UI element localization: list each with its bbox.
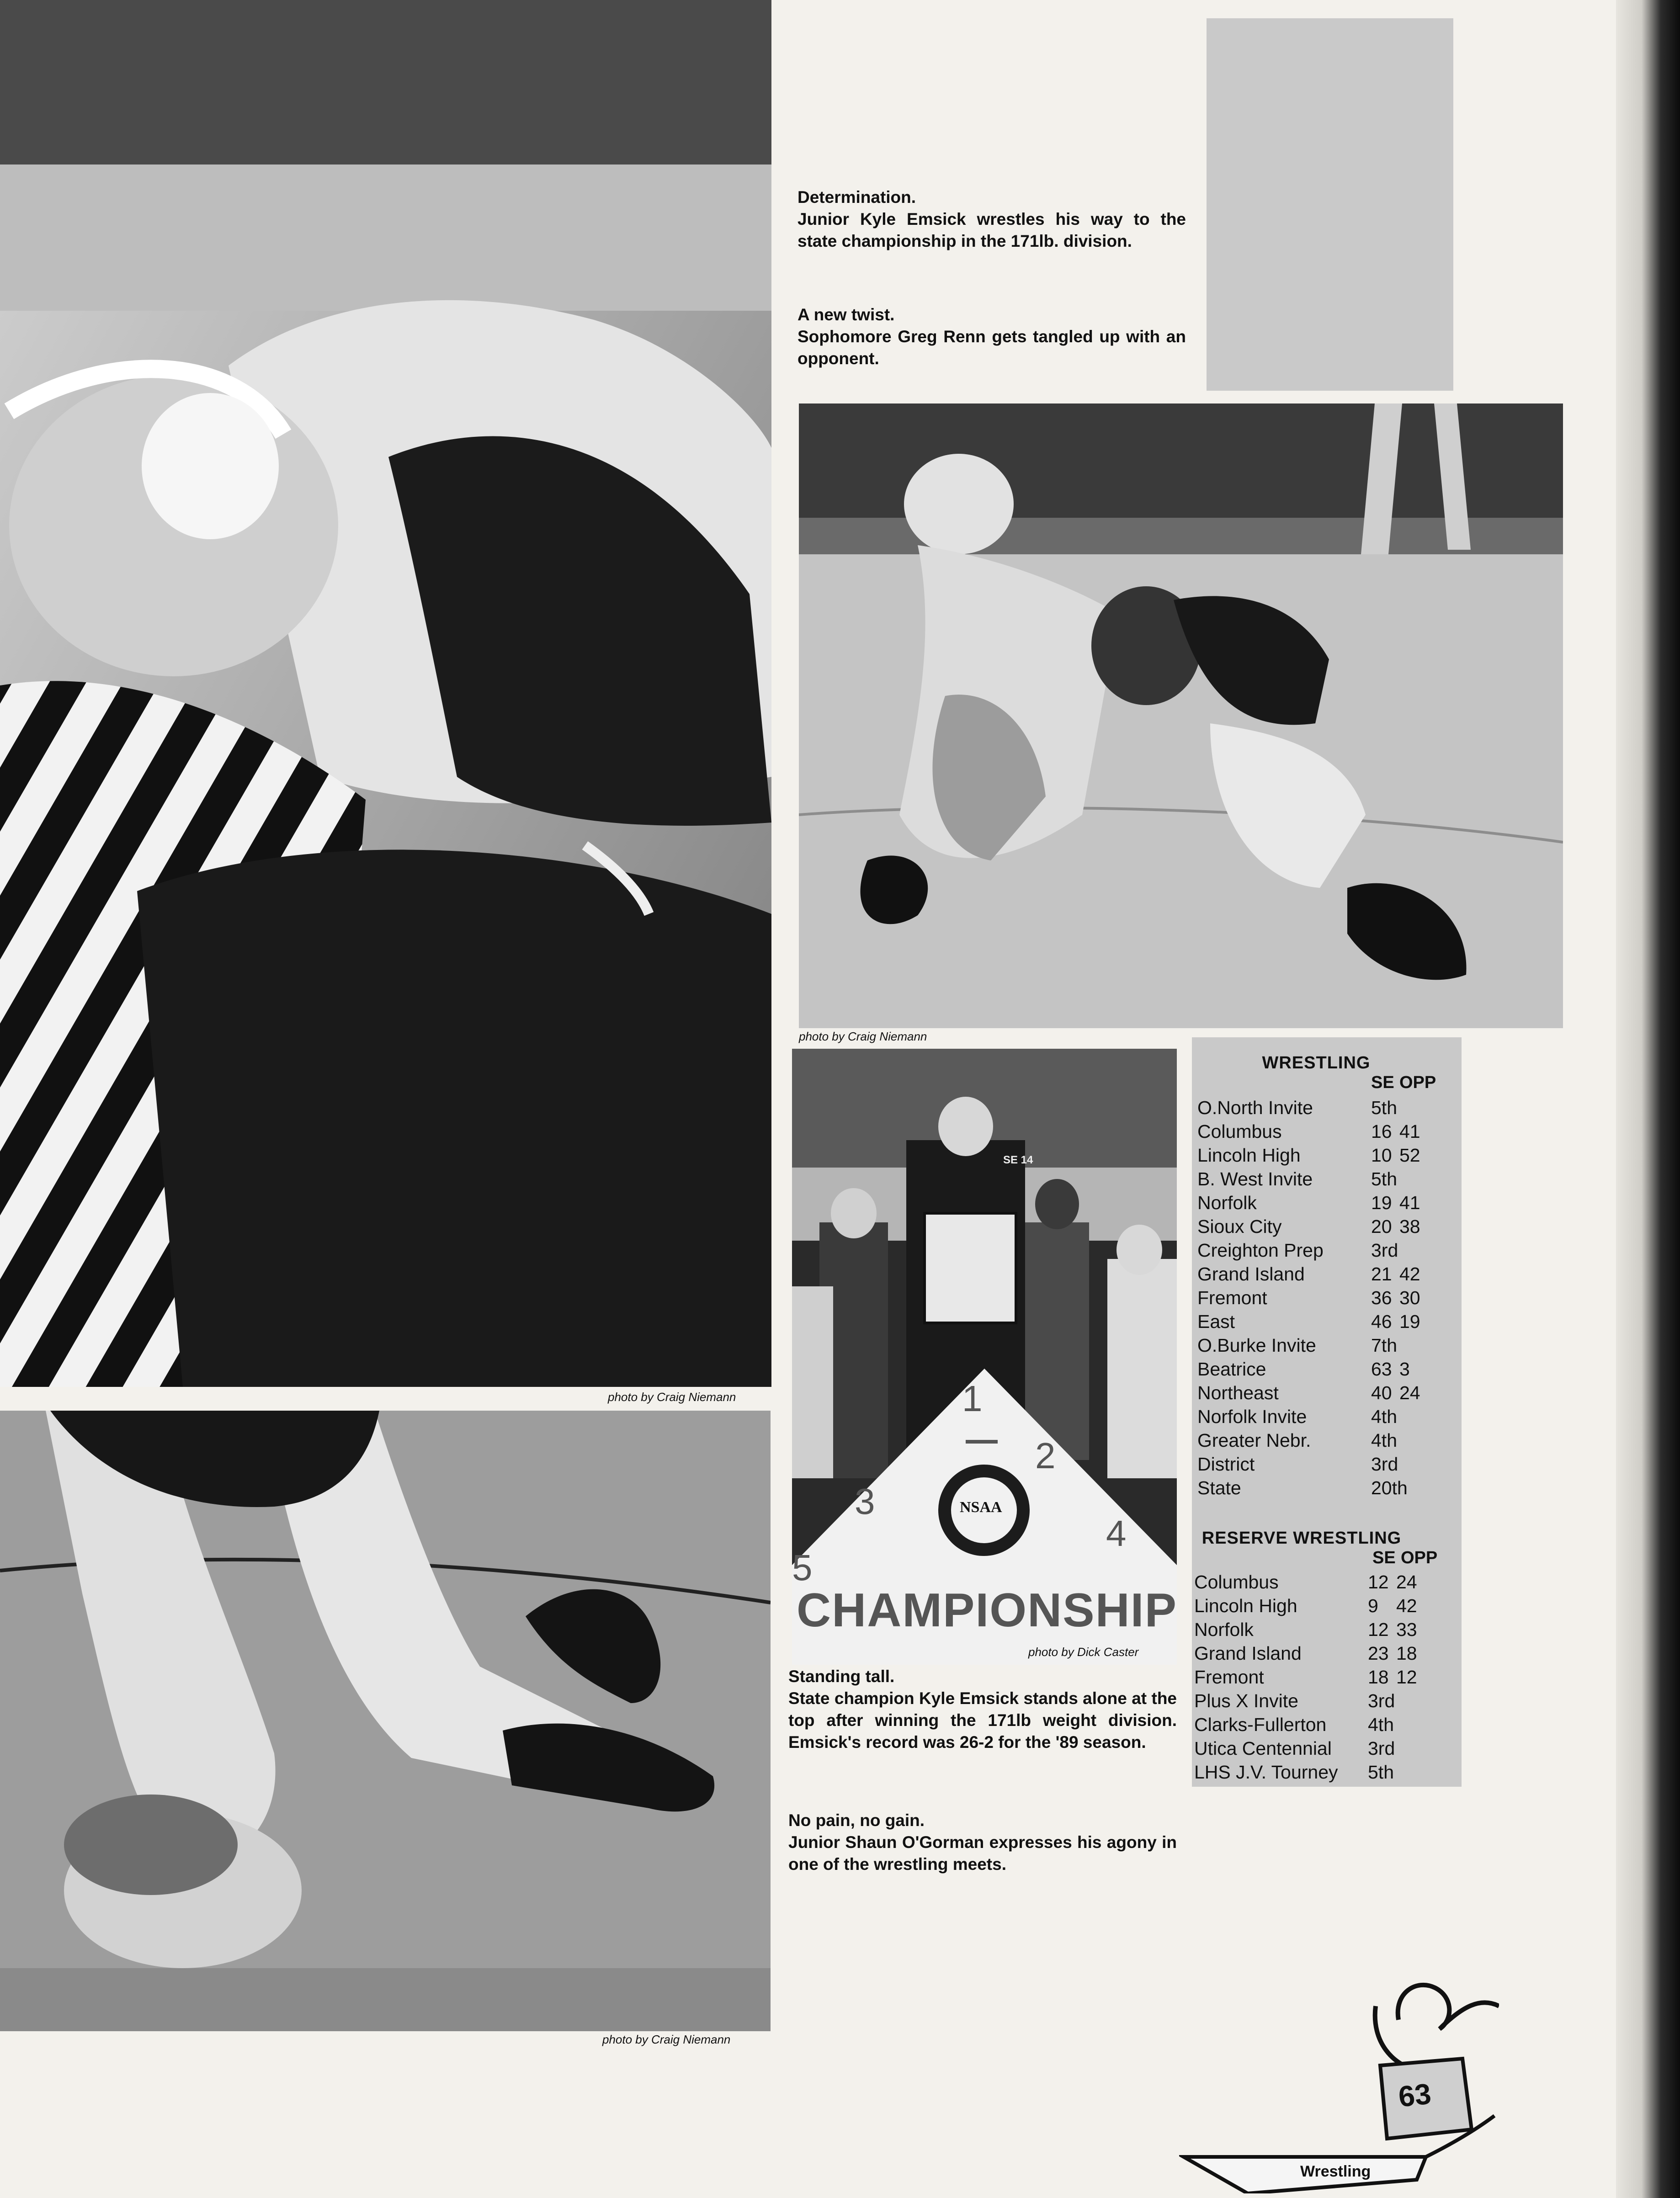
opp-score: 3: [1399, 1359, 1410, 1380]
opponent-name: O.North Invite: [1197, 1097, 1313, 1118]
wrestling-row: [1197, 1238, 1453, 1262]
opp-score: 24: [1399, 1382, 1420, 1403]
headgear-icon: [1179, 1979, 1499, 2193]
reserve-col-opp: OPP: [1401, 1548, 1438, 1567]
caption-new-twist-title: A new twist.: [797, 305, 895, 324]
opp-score: [1399, 1096, 1431, 1120]
opp-score: 42: [1399, 1264, 1420, 1285]
caption-standing-tall-body: State champion Kyle Emsick stands alone at the top after winning the 171lb weight division. Emsick's record was 26-2 for the '89 season.: [788, 1689, 1177, 1752]
opponent-name: Plus X Invite: [1194, 1690, 1298, 1711]
caption-new-twist-body: Sophomore Greg Renn gets tangled up with an opponent.: [797, 327, 1186, 368]
caption-no-pain: [788, 1810, 1177, 1875]
reserve-row: [1194, 1713, 1455, 1736]
opp-score: 12: [1396, 1667, 1417, 1688]
wrestling-row: [1197, 1262, 1453, 1286]
se-score: 5th: [1371, 1168, 1397, 1189]
opponent-name: East: [1197, 1311, 1235, 1332]
page-number: 63: [1397, 2077, 1433, 2113]
se-score: 3rd: [1368, 1690, 1395, 1711]
page-edge: [1616, 0, 1680, 2198]
top-right-wrestling-photo: [799, 403, 1563, 1028]
se-score: 40: [1371, 1382, 1392, 1403]
wrestling-row: [1197, 1167, 1453, 1191]
championship-sign-text: CHAMPIONSHIP: [797, 1584, 1177, 1637]
wrestling-row: [1197, 1381, 1453, 1405]
se-score: 16: [1371, 1121, 1392, 1142]
opp-score: 30: [1399, 1287, 1420, 1308]
se-score: 18: [1368, 1667, 1389, 1688]
wrestling-row: [1197, 1476, 1453, 1500]
se-score: 4th: [1368, 1714, 1394, 1735]
se-score: 19: [1371, 1192, 1392, 1213]
opp-score: 38: [1399, 1216, 1420, 1237]
wrestling-row: [1197, 1215, 1453, 1238]
wrestling-table-title: WRESTLING: [1262, 1053, 1371, 1072]
opponent-name: Grand Island: [1194, 1643, 1302, 1664]
se-score: 3rd: [1371, 1240, 1398, 1261]
opponent-name: District: [1197, 1454, 1255, 1475]
caption-determination-title: Determination.: [797, 188, 916, 207]
caption-no-pain-title: No pain, no gain.: [788, 1811, 925, 1830]
caption-new-twist: [797, 304, 1186, 370]
reserve-row: [1194, 1736, 1455, 1760]
wrestling-col-opp: OPP: [1399, 1073, 1436, 1092]
bottom-wrestling-photo: [0, 1411, 771, 2031]
se-score: 63: [1371, 1359, 1392, 1380]
opp-score: 42: [1396, 1595, 1417, 1616]
se-score: 36: [1371, 1287, 1392, 1308]
caption-determination: [797, 186, 1186, 252]
nsaa-logo: NSAA: [960, 1499, 1002, 1516]
reserve-rows: [1194, 1570, 1455, 1784]
grey-accent-block: [1207, 18, 1453, 391]
opponent-name: Clarks-Fullerton: [1194, 1714, 1327, 1735]
opponent-name: Norfolk Invite: [1197, 1406, 1307, 1427]
opp-score: [1399, 1476, 1431, 1500]
opponent-name: Columbus: [1197, 1121, 1282, 1142]
reserve-table-header: [1194, 1548, 1455, 1570]
opponent-name: Lincoln High: [1194, 1595, 1297, 1616]
wrestling-col-se: SE: [1371, 1073, 1394, 1092]
se-score: 5th: [1371, 1097, 1397, 1118]
reserve-table-title: RESERVE WRESTLING: [1202, 1529, 1402, 1548]
opp-score: 41: [1399, 1121, 1420, 1142]
jacket-text: SE 14: [1003, 1154, 1033, 1166]
wrestling-row: [1197, 1405, 1453, 1428]
opp-score: [1396, 1689, 1428, 1713]
caption-standing-tall-title: Standing tall.: [788, 1667, 895, 1686]
wrestling-rows: [1197, 1096, 1453, 1500]
opponent-name: Beatrice: [1197, 1359, 1266, 1380]
opponent-name: Creighton Prep: [1197, 1240, 1324, 1261]
opponent-name: LHS J.V. Tourney: [1194, 1762, 1338, 1783]
reserve-row: [1194, 1689, 1455, 1713]
reserve-row: [1194, 1594, 1455, 1618]
se-score: 7th: [1371, 1335, 1397, 1356]
opponent-name: Fremont: [1197, 1287, 1267, 1308]
reserve-col-se: SE: [1372, 1548, 1396, 1567]
wrestling-row: [1197, 1286, 1453, 1310]
big-wrestling-photo: [0, 0, 771, 1387]
opponent-name: Fremont: [1194, 1667, 1264, 1688]
opponent-name: Lincoln High: [1197, 1145, 1301, 1166]
opp-score: [1399, 1333, 1431, 1357]
se-score: 4th: [1371, 1406, 1397, 1427]
opp-score: [1396, 1736, 1428, 1760]
section-label: Wrestling: [1300, 2163, 1371, 2180]
opp-score: [1396, 1713, 1428, 1736]
opp-score: [1399, 1452, 1431, 1476]
se-score: 9: [1368, 1595, 1378, 1616]
reserve-row: [1194, 1618, 1455, 1641]
opponent-name: Sioux City: [1197, 1216, 1282, 1237]
se-score: 4th: [1371, 1430, 1397, 1451]
reserve-row: [1194, 1641, 1455, 1665]
caption-determination-body: Junior Kyle Emsick wrestles his way to the state championship in the 171lb. division.: [797, 210, 1186, 250]
opp-score: 52: [1399, 1145, 1420, 1166]
podium-place-2: 2: [1035, 1435, 1056, 1476]
reserve-row: [1194, 1760, 1455, 1784]
podium-place-4: 4: [1106, 1513, 1127, 1554]
opp-score: 41: [1399, 1192, 1420, 1213]
podium-place-3: 3: [855, 1481, 875, 1522]
wrestling-row: [1197, 1310, 1453, 1333]
se-score: 20: [1371, 1216, 1392, 1237]
opponent-name: O.Burke Invite: [1197, 1335, 1316, 1356]
podium-photo: [792, 1049, 1177, 1665]
caption-no-pain-body: Junior Shaun O'Gorman expresses his agony in one of the wrestling meets.: [788, 1833, 1177, 1874]
opp-score: [1399, 1405, 1431, 1428]
opp-score: 33: [1396, 1619, 1417, 1640]
opponent-name: Northeast: [1197, 1382, 1279, 1403]
podium-place-5: 5: [792, 1547, 813, 1588]
se-score: 12: [1368, 1619, 1389, 1640]
wrestling-scores-table: [1197, 1053, 1453, 1500]
opp-score: [1396, 1760, 1428, 1784]
se-score: 5th: [1368, 1762, 1394, 1783]
opp-score: 19: [1399, 1311, 1420, 1332]
wrestling-row: [1197, 1452, 1453, 1476]
podium-place-1: 1: [962, 1378, 983, 1419]
se-score: 12: [1368, 1572, 1389, 1593]
opponent-name: Grand Island: [1197, 1264, 1305, 1285]
se-score: 3rd: [1368, 1738, 1395, 1759]
photo-credit-bottom: photo by Craig Niemann: [602, 2033, 731, 2046]
reserve-row: [1194, 1570, 1455, 1594]
se-score: 21: [1371, 1264, 1392, 1285]
wrestling-row: [1197, 1143, 1453, 1167]
opponent-name: Norfolk: [1197, 1192, 1257, 1213]
wrestling-row: [1197, 1191, 1453, 1215]
caption-standing-tall: [788, 1666, 1177, 1753]
se-score: 20th: [1371, 1477, 1408, 1498]
footer-emblem: [1179, 1979, 1499, 2193]
se-score: 10: [1371, 1145, 1392, 1166]
opponent-name: B. West Invite: [1197, 1168, 1313, 1189]
opponent-name: Norfolk: [1194, 1619, 1254, 1640]
opp-score: [1399, 1428, 1431, 1452]
wrestling-table-header: [1197, 1073, 1453, 1096]
wrestling-row: [1197, 1357, 1453, 1381]
se-score: 23: [1368, 1643, 1389, 1664]
opp-score: [1399, 1167, 1431, 1191]
photo-credit-top-right: photo by Craig Niemann: [799, 1030, 927, 1043]
opp-score: 24: [1396, 1572, 1417, 1593]
opp-score: 18: [1396, 1643, 1417, 1664]
reserve-scores-table: [1194, 1529, 1455, 1784]
opponent-name: State: [1197, 1477, 1241, 1498]
se-score: 3rd: [1371, 1454, 1398, 1475]
photo-credit-podium: photo by Dick Caster: [1028, 1645, 1139, 1659]
opp-score: [1399, 1238, 1431, 1262]
wrestling-row: [1197, 1428, 1453, 1452]
se-score: 46: [1371, 1311, 1392, 1332]
opponent-name: Greater Nebr.: [1197, 1430, 1311, 1451]
photo-credit-big: photo by Craig Niemann: [608, 1390, 736, 1404]
opponent-name: Columbus: [1194, 1572, 1279, 1593]
wrestling-row: [1197, 1333, 1453, 1357]
opponent-name: Utica Centennial: [1194, 1738, 1332, 1759]
reserve-row: [1194, 1665, 1455, 1689]
wrestling-row: [1197, 1120, 1453, 1143]
wrestling-row: [1197, 1096, 1453, 1120]
